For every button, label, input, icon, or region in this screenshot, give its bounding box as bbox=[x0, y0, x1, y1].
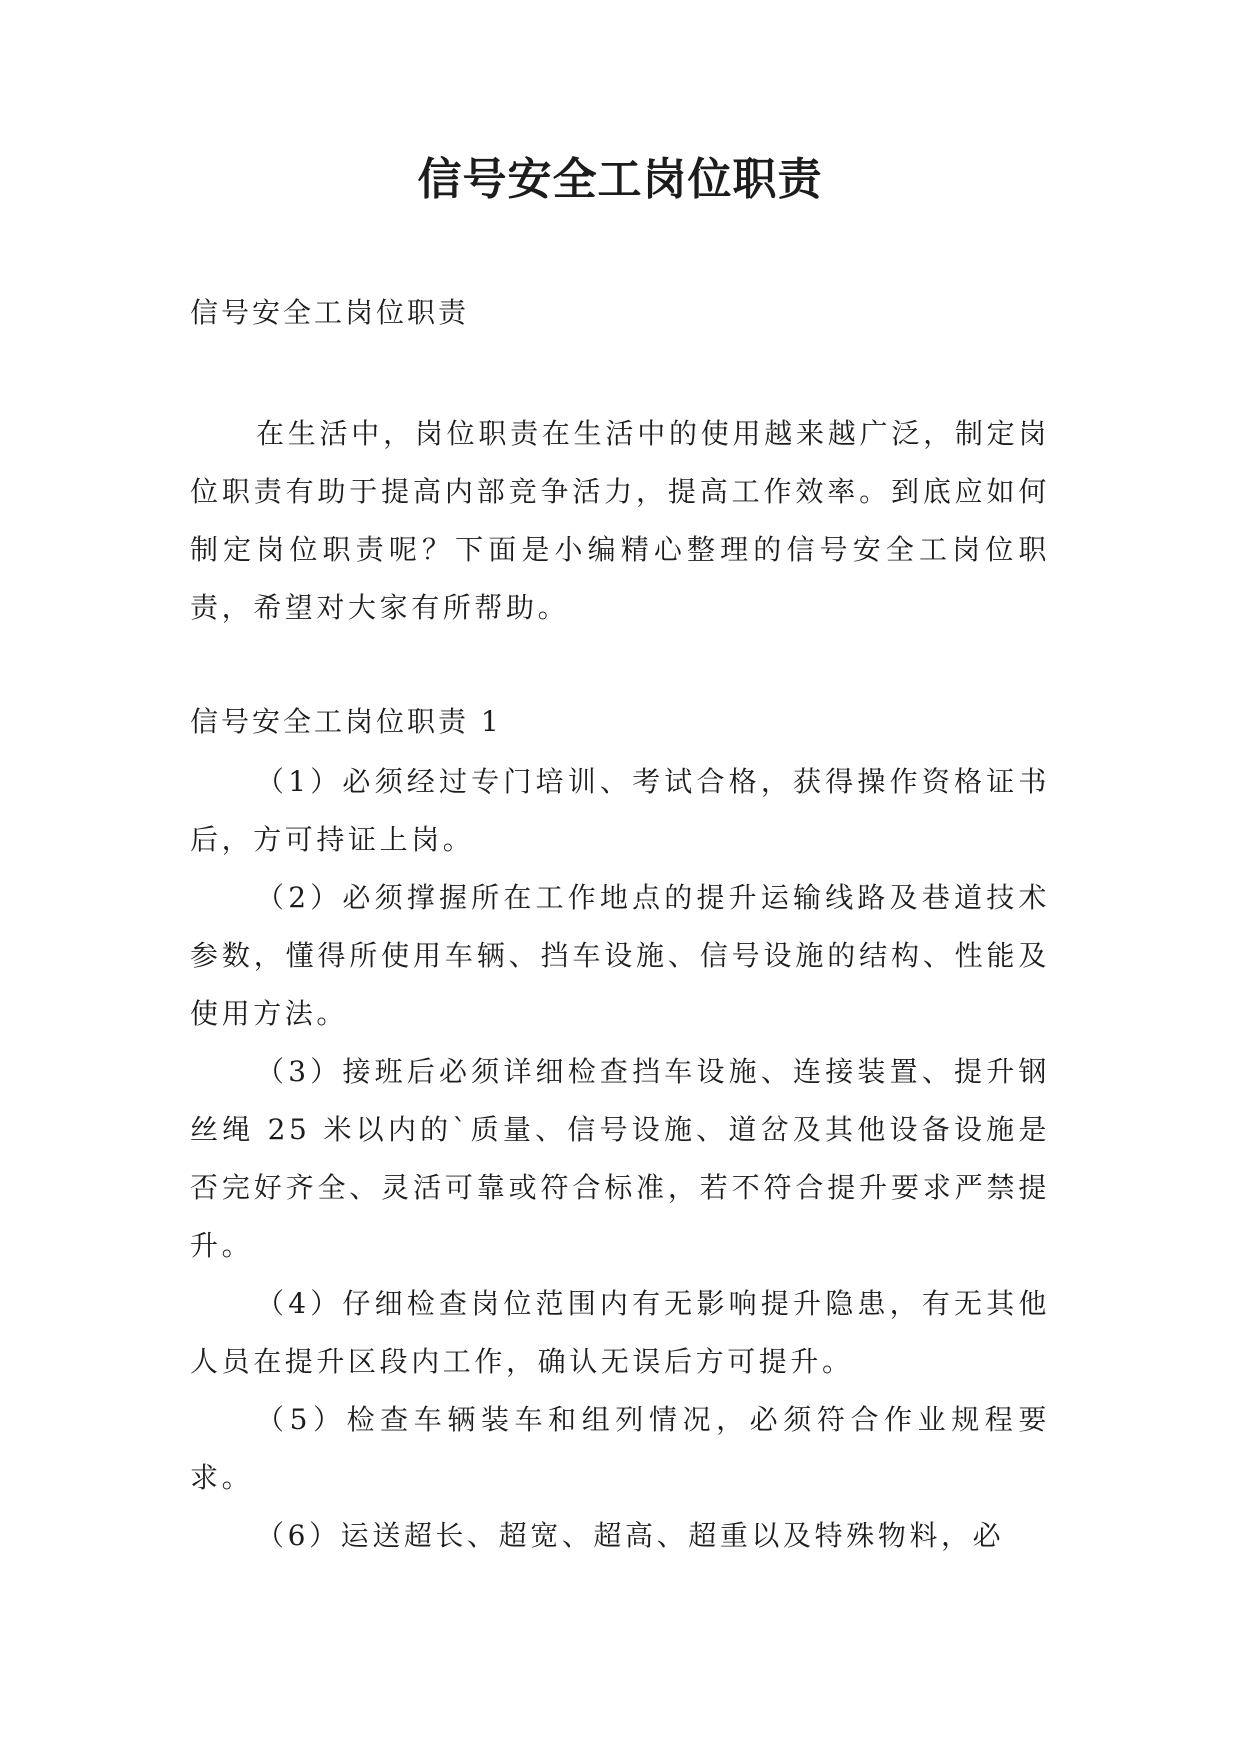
section-title: 信号安全工岗位职责 1 bbox=[190, 705, 502, 738]
document-title: 信号安全工岗位职责 bbox=[417, 154, 823, 205]
duty-item: （3）接班后必须详细检查挡车设施、连接装置、提升钢丝绳 25 米以内的`质量、信号设施、道岔及其他设备设施是否完好齐全、灵活可靠或符合标准，若不符合提升要求严禁提升。 bbox=[190, 1055, 1050, 1262]
duty-item: （1）必须经过专门培训、考试合格，获得操作资格证书后，方可持证上岗。 bbox=[190, 765, 1050, 856]
document-page bbox=[190, 0, 1050, 1754]
duty-item: （5）检查车辆装车和组列情况，必须符合作业规程要求。 bbox=[190, 1403, 1050, 1494]
duty-item: （6）运送超长、超宽、超高、超重以及特殊物料，必 bbox=[256, 1519, 1005, 1552]
duty-item: （4）仔细检查岗位范围内有无影响提升隐患，有无其他人员在提升区段内工作，确认无误后方可提升。 bbox=[190, 1287, 1050, 1378]
document-subtitle: 信号安全工岗位职责 bbox=[190, 296, 470, 329]
intro-paragraph: 在生活中，岗位职责在生活中的使用越来越广泛，制定岗位职责有助于提高内部竞争活力，提高工作效率。到底应如何制定岗位职责呢？下面是小编精心整理的信号安全工岗位职责，希望对大家有所帮助。 bbox=[190, 417, 1050, 624]
duty-item: （2）必须撑握所在工作地点的提升运输线路及巷道技术参数，懂得所使用车辆、挡车设施、信号设施的结构、性能及使用方法。 bbox=[190, 881, 1050, 1030]
